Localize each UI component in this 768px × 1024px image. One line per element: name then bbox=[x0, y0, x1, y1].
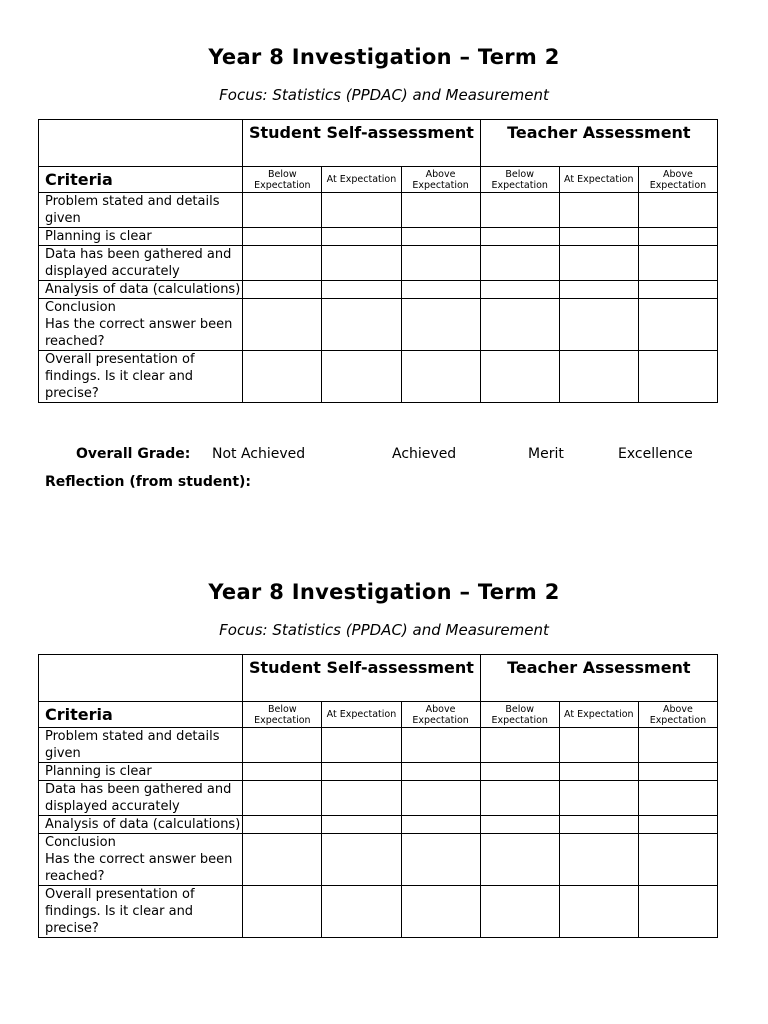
rating-cell[interactable] bbox=[559, 228, 638, 246]
rating-cell[interactable] bbox=[480, 763, 559, 781]
rating-cell[interactable] bbox=[559, 816, 638, 834]
table-row bbox=[39, 246, 718, 281]
rating-cell[interactable] bbox=[401, 816, 480, 834]
rating-cell[interactable] bbox=[243, 281, 322, 299]
rating-cell[interactable] bbox=[638, 728, 717, 763]
rating-cell[interactable] bbox=[480, 834, 559, 886]
rating-cell[interactable] bbox=[480, 228, 559, 246]
criterion-label: Data has been gathered and displayed accurately bbox=[39, 246, 243, 281]
table-row bbox=[39, 228, 718, 246]
teacher-above-expectation-header: Above Expectation bbox=[638, 167, 717, 193]
rating-cell[interactable] bbox=[322, 886, 401, 938]
table-row bbox=[39, 193, 718, 228]
rating-cell[interactable] bbox=[401, 728, 480, 763]
student-at-expectation-header: At Expectation bbox=[322, 167, 401, 193]
rating-cell[interactable] bbox=[401, 763, 480, 781]
criterion-label: Planning is clear bbox=[39, 228, 243, 246]
rating-cell[interactable] bbox=[638, 281, 717, 299]
rating-cell[interactable] bbox=[559, 299, 638, 351]
rating-cell[interactable] bbox=[243, 351, 322, 403]
table-row bbox=[39, 728, 718, 763]
rating-cell[interactable] bbox=[638, 228, 717, 246]
rating-cell[interactable] bbox=[559, 834, 638, 886]
grade-option-excellence[interactable]: Excellence bbox=[618, 446, 693, 462]
teacher-below-expectation-header: Below Expectation bbox=[480, 167, 559, 193]
rating-cell[interactable] bbox=[322, 246, 401, 281]
teacher-at-expectation-header: At Expectation bbox=[559, 702, 638, 728]
page-title: Year 8 Investigation – Term 2 bbox=[208, 580, 560, 604]
grade-option-achieved[interactable]: Achieved bbox=[392, 446, 457, 462]
rating-cell[interactable] bbox=[322, 299, 401, 351]
rating-cell[interactable] bbox=[401, 781, 480, 816]
rating-cell[interactable] bbox=[638, 816, 717, 834]
rating-cell[interactable] bbox=[322, 834, 401, 886]
criterion-label: Planning is clear bbox=[39, 763, 243, 781]
rating-cell[interactable] bbox=[401, 351, 480, 403]
criterion-label: Analysis of data (calculations) bbox=[39, 816, 243, 834]
rating-cell[interactable] bbox=[638, 763, 717, 781]
criterion-label: Analysis of data (calculations) bbox=[39, 281, 243, 299]
rating-cell[interactable] bbox=[480, 246, 559, 281]
criterion-label: Data has been gathered and displayed accurately bbox=[39, 781, 243, 816]
table-row bbox=[39, 834, 718, 886]
rating-cell[interactable] bbox=[243, 816, 322, 834]
rating-cell[interactable] bbox=[322, 351, 401, 403]
rating-cell[interactable] bbox=[638, 781, 717, 816]
rating-cell[interactable] bbox=[559, 193, 638, 228]
rating-cell[interactable] bbox=[401, 281, 480, 299]
rating-cell[interactable] bbox=[480, 728, 559, 763]
rating-cell[interactable] bbox=[559, 886, 638, 938]
rating-cell[interactable] bbox=[480, 351, 559, 403]
rating-cell[interactable] bbox=[322, 763, 401, 781]
student-above-expectation-header: Above Expectation bbox=[401, 702, 480, 728]
page-subtitle: Focus: Statistics (PPDAC) and Measurement bbox=[219, 86, 549, 104]
rating-cell[interactable] bbox=[401, 193, 480, 228]
rating-cell[interactable] bbox=[401, 228, 480, 246]
rating-cell[interactable] bbox=[559, 763, 638, 781]
criteria-header: Criteria bbox=[39, 702, 243, 728]
rating-cell[interactable] bbox=[480, 299, 559, 351]
reflection-label: Reflection (from student): bbox=[45, 474, 252, 490]
grade-option-not-achieved[interactable]: Not Achieved bbox=[212, 446, 306, 462]
student-below-expectation-header: Below Expectation bbox=[243, 167, 322, 193]
table-row bbox=[39, 816, 718, 834]
rating-cell[interactable] bbox=[243, 228, 322, 246]
rating-cell[interactable] bbox=[559, 781, 638, 816]
table-row bbox=[39, 351, 718, 403]
grade-option-merit[interactable]: Merit bbox=[528, 446, 564, 462]
rating-cell[interactable] bbox=[638, 886, 717, 938]
student-at-expectation-header: At Expectation bbox=[322, 702, 401, 728]
rating-cell[interactable] bbox=[480, 781, 559, 816]
table-row bbox=[39, 281, 718, 299]
student-self-assessment-header: Student Self-assessment bbox=[243, 655, 480, 702]
rating-cell[interactable] bbox=[559, 728, 638, 763]
criterion-label: Problem stated and details given bbox=[39, 193, 243, 228]
rating-cell[interactable] bbox=[559, 246, 638, 281]
rating-cell[interactable] bbox=[401, 834, 480, 886]
criterion-label: Problem stated and details given bbox=[39, 728, 243, 763]
rating-cell[interactable] bbox=[243, 781, 322, 816]
rating-cell[interactable] bbox=[559, 281, 638, 299]
rating-cell[interactable] bbox=[322, 728, 401, 763]
rating-cell[interactable] bbox=[638, 834, 717, 886]
rating-cell[interactable] bbox=[322, 281, 401, 299]
student-above-expectation-header: Above Expectation bbox=[401, 167, 480, 193]
table-row bbox=[39, 886, 718, 938]
table-row bbox=[39, 299, 718, 351]
rating-cell[interactable] bbox=[638, 351, 717, 403]
rating-cell[interactable] bbox=[480, 886, 559, 938]
rating-cell[interactable] bbox=[322, 228, 401, 246]
rating-cell[interactable] bbox=[401, 299, 480, 351]
rating-cell[interactable] bbox=[322, 781, 401, 816]
assessment-table bbox=[38, 119, 718, 403]
criterion-label: Conclusion Has the correct answer been reached? bbox=[39, 299, 243, 351]
rating-cell[interactable] bbox=[322, 816, 401, 834]
rating-cell[interactable] bbox=[638, 193, 717, 228]
rating-cell[interactable] bbox=[243, 193, 322, 228]
rating-cell[interactable] bbox=[638, 299, 717, 351]
criterion-label: Conclusion Has the correct answer been reached? bbox=[39, 834, 243, 886]
rating-cell[interactable] bbox=[243, 763, 322, 781]
rating-cell[interactable] bbox=[480, 281, 559, 299]
teacher-above-expectation-header: Above Expectation bbox=[638, 702, 717, 728]
rating-cell[interactable] bbox=[243, 299, 322, 351]
page-subtitle: Focus: Statistics (PPDAC) and Measurement bbox=[219, 621, 549, 639]
rating-cell[interactable] bbox=[322, 193, 401, 228]
rating-cell[interactable] bbox=[559, 351, 638, 403]
assessment-table bbox=[38, 654, 718, 938]
table-row bbox=[39, 781, 718, 816]
table-row bbox=[39, 763, 718, 781]
rating-cell[interactable] bbox=[401, 886, 480, 938]
rating-cell[interactable] bbox=[401, 246, 480, 281]
criteria-header: Criteria bbox=[39, 167, 243, 193]
teacher-assessment-header: Teacher Assessment bbox=[480, 655, 717, 702]
teacher-assessment-header: Teacher Assessment bbox=[480, 120, 717, 167]
rating-cell[interactable] bbox=[243, 834, 322, 886]
student-below-expectation-header: Below Expectation bbox=[243, 702, 322, 728]
empty-corner-cell bbox=[39, 120, 243, 167]
teacher-at-expectation-header: At Expectation bbox=[559, 167, 638, 193]
criterion-label: Overall presentation of findings. Is it clear and precise? bbox=[39, 886, 243, 938]
overall-grade-row bbox=[0, 446, 768, 466]
teacher-below-expectation-header: Below Expectation bbox=[480, 702, 559, 728]
rating-cell[interactable] bbox=[638, 246, 717, 281]
page-title: Year 8 Investigation – Term 2 bbox=[208, 45, 560, 69]
rating-cell[interactable] bbox=[480, 816, 559, 834]
rating-cell[interactable] bbox=[243, 246, 322, 281]
rating-cell[interactable] bbox=[243, 728, 322, 763]
empty-corner-cell bbox=[39, 655, 243, 702]
rating-cell[interactable] bbox=[480, 193, 559, 228]
criterion-label: Overall presentation of findings. Is it clear and precise? bbox=[39, 351, 243, 403]
student-self-assessment-header: Student Self-assessment bbox=[243, 120, 480, 167]
overall-grade-label: Overall Grade: bbox=[76, 446, 191, 462]
rating-cell[interactable] bbox=[243, 886, 322, 938]
